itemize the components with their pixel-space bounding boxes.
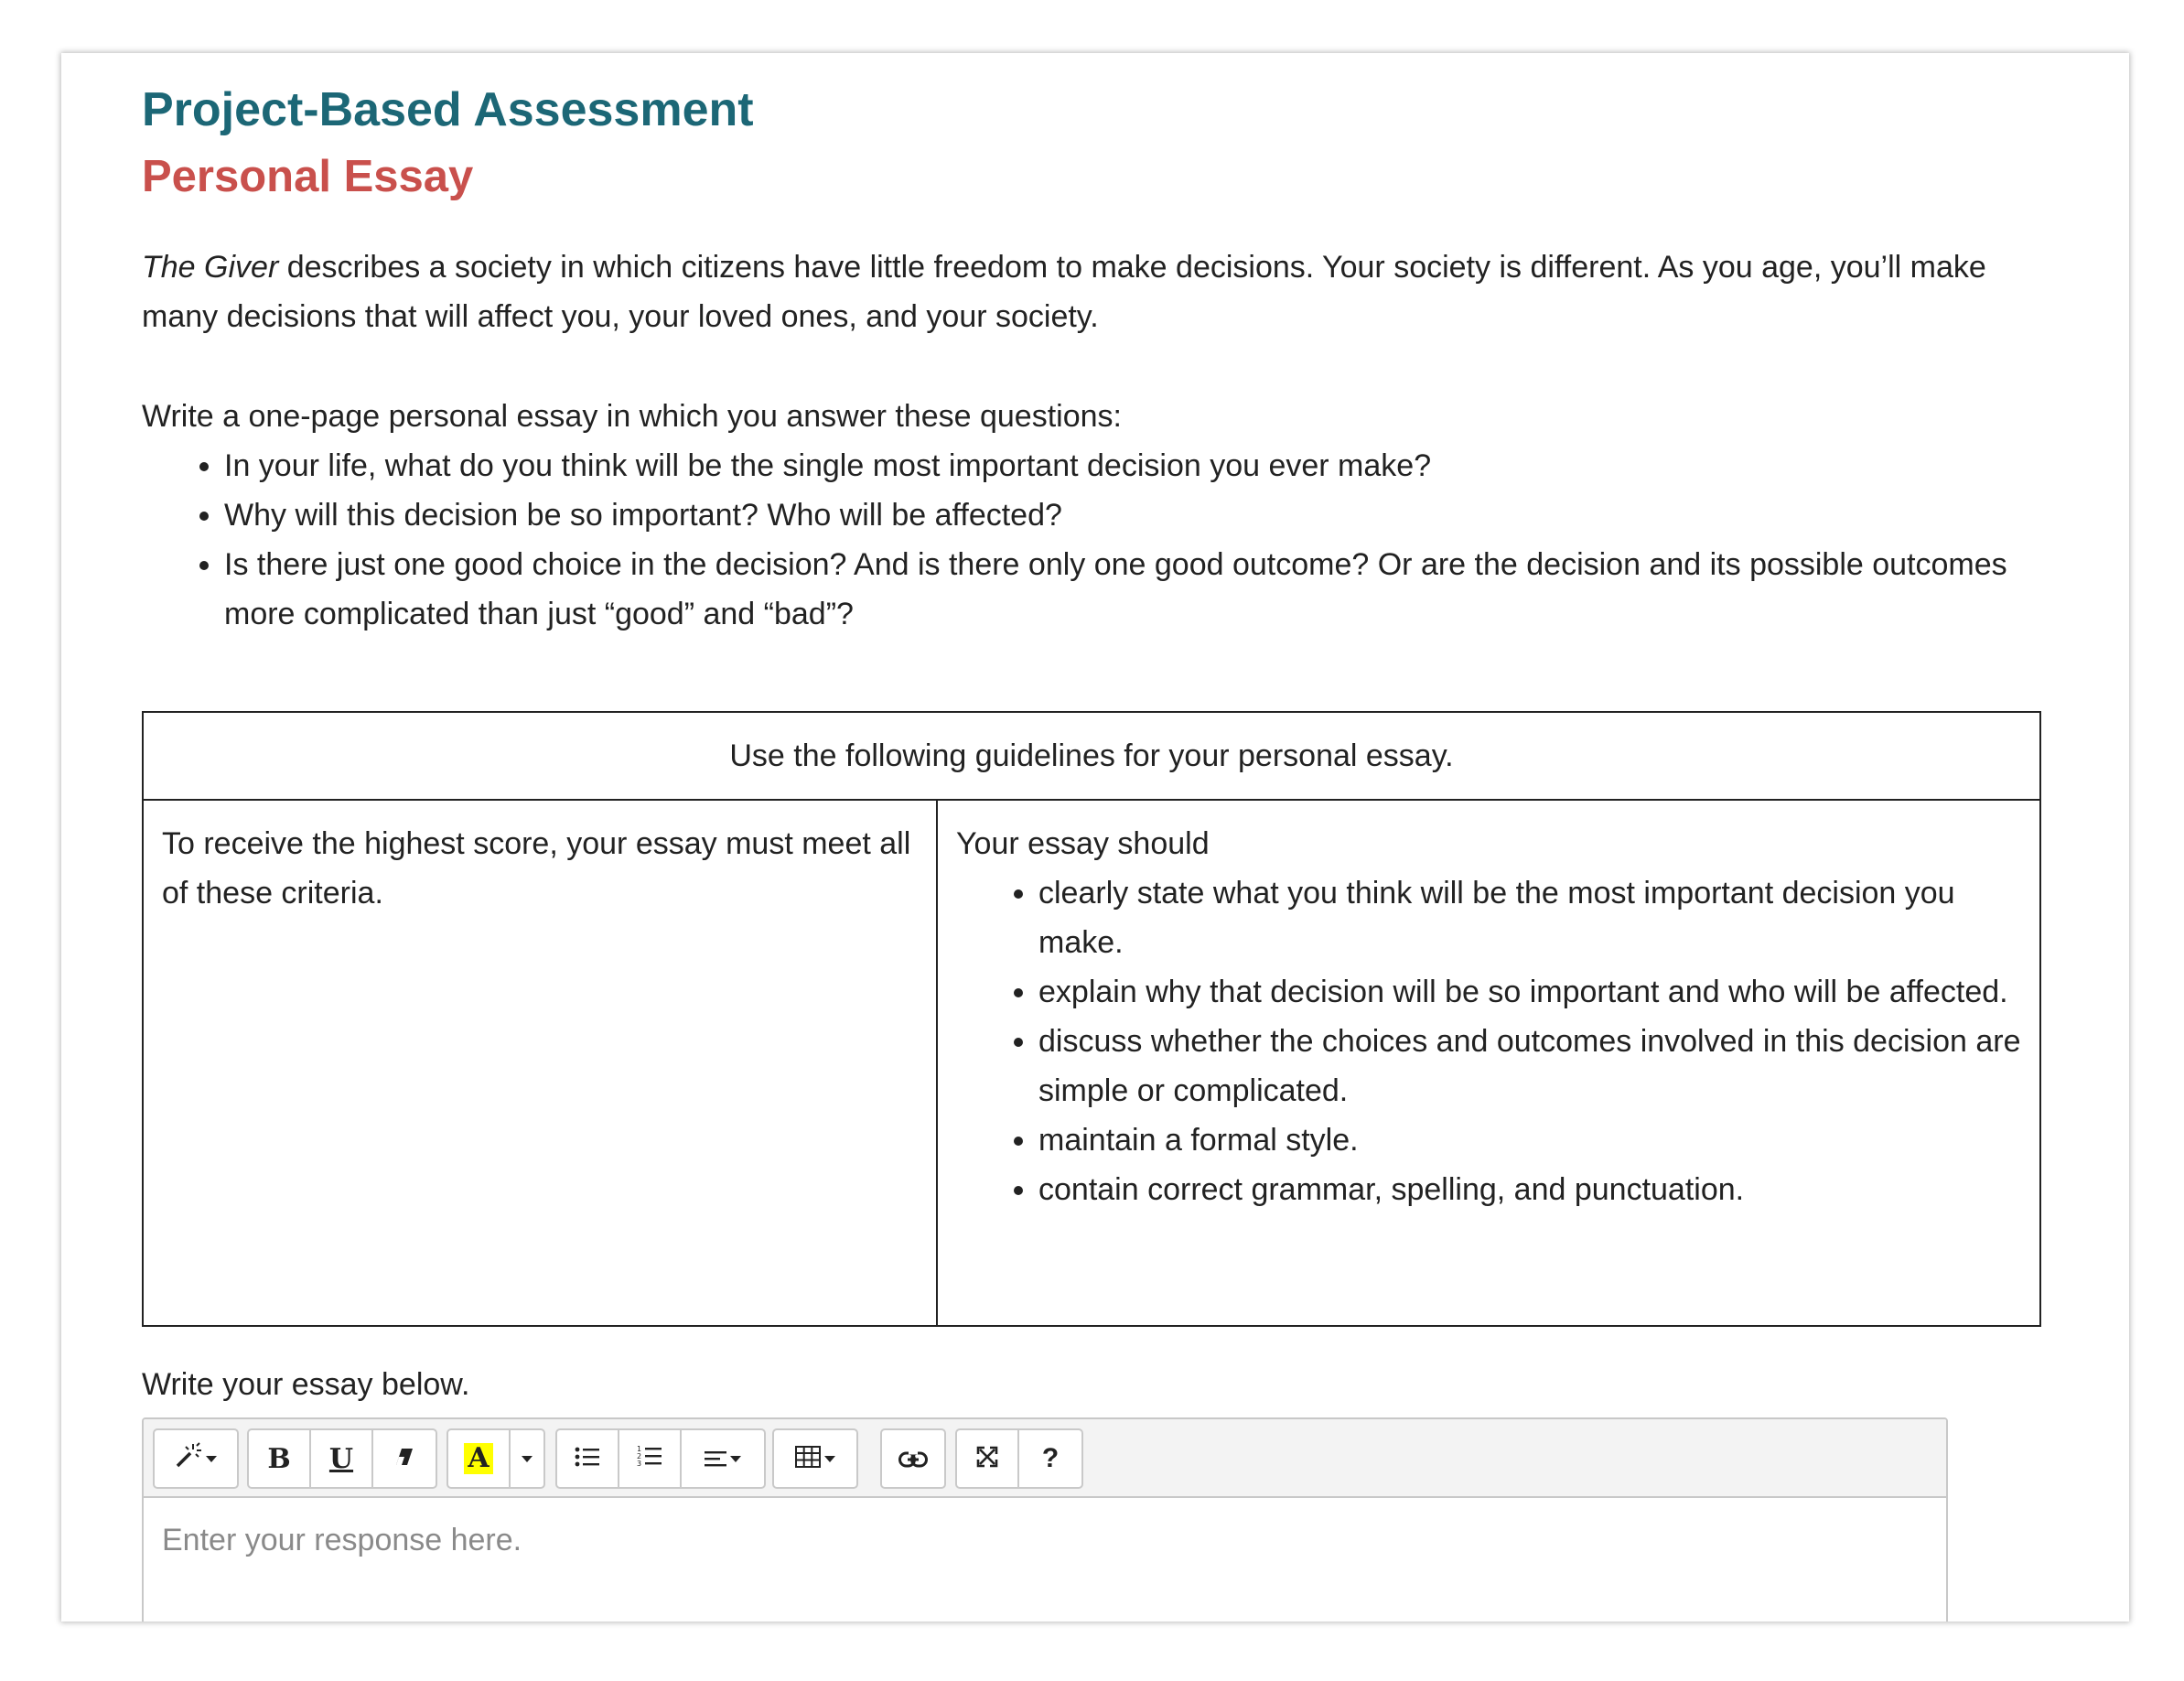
editor-toolbar	[144, 1419, 1946, 1498]
magic-wand-icon	[175, 1441, 202, 1476]
highlight-color-icon: A	[464, 1443, 492, 1474]
underline-button[interactable]: U	[311, 1430, 373, 1487]
link-icon	[898, 1443, 928, 1475]
chevron-down-icon	[522, 1456, 533, 1462]
paragraph-group	[555, 1428, 766, 1489]
align-button[interactable]	[682, 1430, 764, 1487]
format-group	[247, 1428, 437, 1489]
table-icon	[795, 1443, 821, 1475]
help-button[interactable]: ?	[1041, 1443, 1060, 1473]
numbered-list-icon	[637, 1443, 662, 1475]
svg-text:2: 2	[637, 1451, 642, 1460]
align-icon	[705, 1443, 726, 1475]
list-item: • Is there just one good choice in the decision? And is there only one good outcome? Or are the decision and its possible outcomes more complicated than just “good” and “bad”?	[224, 540, 2045, 639]
insert-link-group	[880, 1428, 946, 1489]
list-item: • discuss whether the choices and outcomes involved in this decision are simple or complicated.	[1038, 1017, 2021, 1115]
rich-text-editor	[142, 1417, 1948, 1622]
style-button[interactable]	[155, 1430, 237, 1487]
criteria-intro-cell: To receive the highest score, your essay must meet all of these criteria.	[143, 800, 937, 1326]
task-lead: Write a one-page personal essay in which you answer these questions:	[142, 399, 1122, 434]
assessment-card	[61, 53, 2129, 1622]
criteria-lead: Your essay should	[956, 826, 1210, 861]
bullet-list-button[interactable]	[557, 1430, 619, 1487]
list-item: • explain why that decision will be so important and who will be affected.	[1038, 967, 2021, 1017]
bold-button[interactable]: B	[249, 1430, 311, 1487]
svg-text:3: 3	[637, 1459, 642, 1468]
response-placeholder: Enter your response here.	[162, 1523, 522, 1557]
list-item: • Why will this decision be so important? Who will be affected?	[224, 490, 2045, 540]
essay-response-area[interactable]	[144, 1498, 1946, 1622]
highlight-button[interactable]	[448, 1430, 511, 1487]
fullscreen-button[interactable]	[957, 1430, 1019, 1487]
guidelines-table	[142, 711, 2041, 1327]
guidelines-header: Use the following guidelines for your personal essay.	[143, 712, 2040, 800]
view-group	[955, 1428, 1083, 1489]
list-item: • clearly state what you think will be the most important decision you make.	[1038, 868, 2021, 967]
link-button[interactable]	[882, 1430, 944, 1487]
highlight-group	[446, 1428, 545, 1489]
highlight-dropdown-button[interactable]	[511, 1430, 543, 1487]
chevron-down-icon	[824, 1456, 835, 1462]
chevron-down-icon	[730, 1456, 741, 1462]
page-subtitle: Personal Essay	[142, 152, 474, 201]
criteria-list	[956, 868, 2021, 1214]
assessment-content	[142, 53, 2045, 1557]
criteria-cell	[937, 800, 2040, 1326]
insert-table-group	[772, 1428, 858, 1489]
style-group	[153, 1428, 239, 1489]
intro-text: describes a society in which citizens have little freedom to make decisions. Your society is different. As you age, you’ll make many decisions that will affect you, your loved ones, and your society.	[142, 250, 1986, 334]
list-item: • In your life, what do you think will be the single most important decision you ever make?	[224, 441, 2045, 490]
question-list	[142, 441, 2045, 639]
intro-paragraph	[142, 242, 2045, 341]
chevron-down-icon	[206, 1456, 217, 1462]
svg-text:1: 1	[637, 1444, 642, 1453]
page-title: Project-Based Assessment	[142, 83, 754, 136]
table-button[interactable]	[774, 1430, 856, 1487]
essay-prompt: Write your essay below.	[142, 1367, 470, 1402]
clear-format-button[interactable]	[373, 1430, 436, 1487]
fullscreen-icon	[976, 1443, 998, 1475]
eraser-icon	[393, 1443, 415, 1475]
bullet-list-icon	[575, 1443, 600, 1475]
list-item: • contain correct grammar, spelling, and punctuation.	[1038, 1165, 2021, 1214]
book-title: The Giver	[142, 250, 279, 285]
numbered-list-button[interactable]	[619, 1430, 682, 1487]
list-item: • maintain a formal style.	[1038, 1115, 2021, 1165]
